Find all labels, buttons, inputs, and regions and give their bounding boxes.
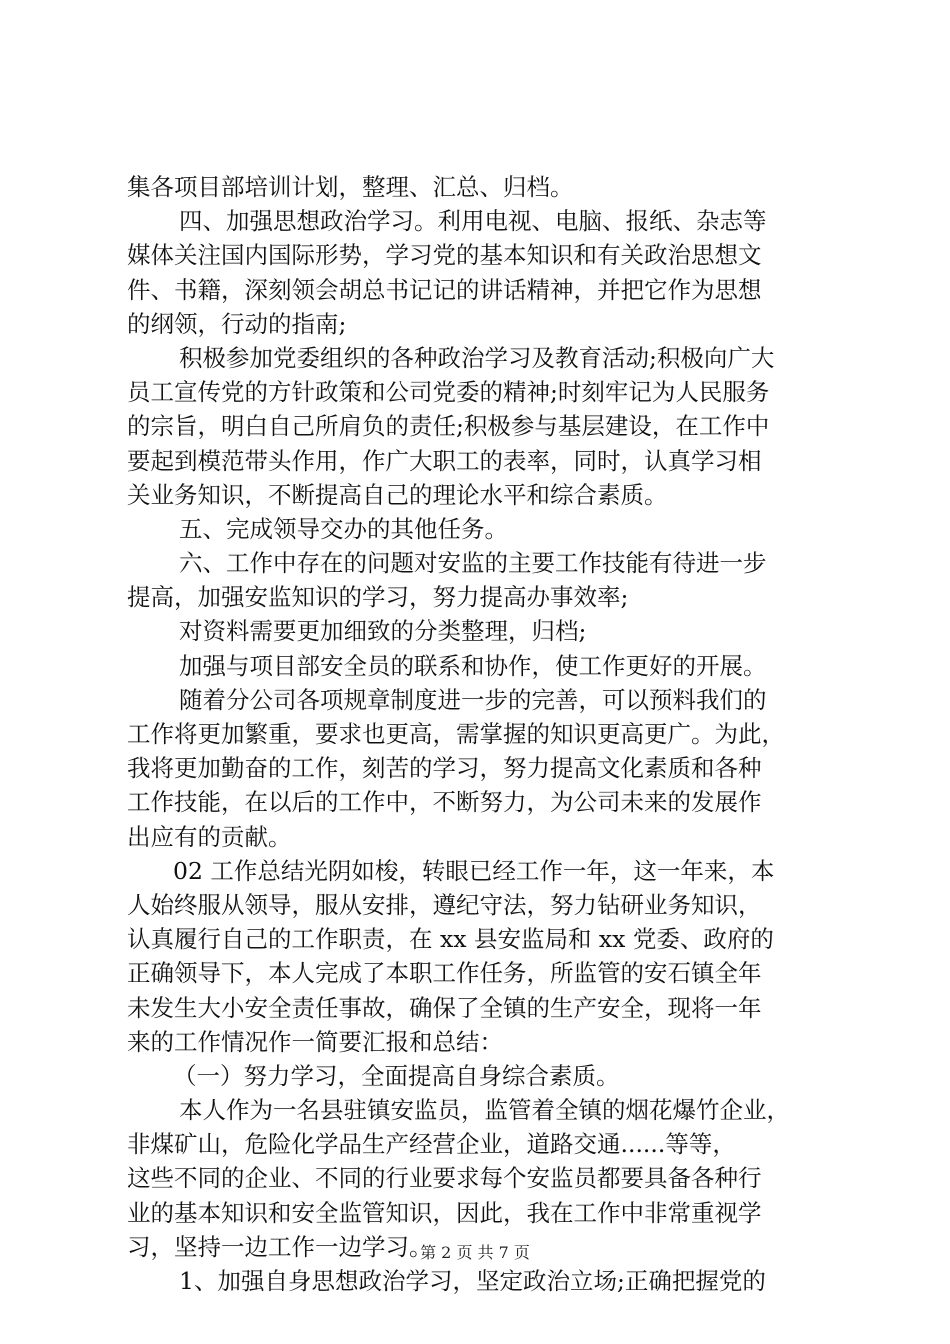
body-line: 本人作为一名县驻镇安监员，监管着全镇的烟花爆竹企业，: [179, 1096, 790, 1125]
body-line: 六、工作中存在的问题对安监的主要工作技能有待进一步: [179, 549, 767, 578]
page-number-footer: 第 2 页 共 7 页: [420, 1243, 530, 1262]
body-line: 1、加强自身思想政治学习，坚定政治立场;正确把握党的: [179, 1267, 766, 1295]
body-line: 来的工作情况作一简要汇报和总结：: [127, 1027, 503, 1056]
body-line: 正确领导下，本人完成了本职工作任务，所监管的安石镇全年: [127, 959, 762, 988]
body-line: 业的基本知识和安全监管知识，因此，我在工作中非常重视学: [127, 1198, 762, 1227]
body-line: 四、加强思想政治学习。利用电视、电脑、报纸、杂志等: [179, 207, 767, 236]
body-line: 02 工作总结光阴如梭，转眼已经工作一年，这一年来，本: [173, 856, 775, 885]
body-line: 对资料需要更加细致的分类整理，归档;: [179, 617, 587, 646]
body-line: 非煤矿山，危险化学品生产经营企业，道路交通......等等，: [127, 1130, 736, 1159]
body-line: 出应有的贡献。: [127, 822, 292, 851]
body-line: 集各项目部培训计划，整理、汇总、归档。: [127, 173, 574, 201]
document-body: [127, 170, 832, 1298]
body-line: （一）努力学习，全面提高自身综合素质。: [173, 1061, 620, 1090]
body-line: 习，坚持一边工作一边学习。: [127, 1232, 433, 1261]
body-line: 提高，加强安监知识的学习，努力提高办事效率;: [127, 583, 629, 612]
body-line: 人始终服从领导，服从安排，遵纪守法，努力钻研业务知识，: [127, 890, 762, 919]
body-line: 认真履行自己的工作职责，在 xx 县安监局和 xx 党委、政府的: [127, 925, 774, 954]
body-line: 的纲领，行动的指南;: [127, 309, 347, 338]
body-line: 五、完成领导交办的其他任务。: [179, 514, 508, 543]
body-line: 件、书籍，深刻领会胡总书记记的讲话精神，并把它作为思想: [127, 275, 762, 304]
body-line: 工作技能，在以后的工作中，不断努力，为公司未来的发展作: [127, 788, 762, 817]
body-line: 我将更加勤奋的工作，刻苦的学习，努力提高文化素质和各种: [127, 754, 762, 783]
body-line: 媒体关注国内国际形势，学习党的基本知识和有关政治思想文: [127, 241, 762, 270]
body-line: 随着分公司各项规章制度进一步的完善，可以预料我们的: [179, 685, 767, 714]
body-line: 未发生大小安全责任事故，确保了全镇的生产安全，现将一年: [127, 993, 762, 1022]
body-line: 加强与项目部安全员的联系和协作，使工作更好的开展。: [179, 651, 767, 680]
body-line: 要起到模范带头作用，作广大职工的表率，同时，认真学习相: [127, 446, 762, 475]
body-line: 工作将更加繁重，要求也更高，需掌握的知识更高更广。为此，: [127, 720, 785, 748]
body-line: 这些不同的企业、不同的行业要求每个安监员都要具备各种行: [127, 1164, 762, 1193]
body-line: 的宗旨，明白自己所肩负的责任;积极参与基层建设，在工作中: [127, 412, 770, 441]
body-line: 积极参加党委组织的各种政治学习及教育活动;积极向广大: [179, 343, 775, 372]
body-line: 关业务知识，不断提高自己的理论水平和综合素质。: [127, 480, 668, 509]
body-line: 员工宣传党的方针政策和公司党委的精神;时刻牢记为人民服务: [127, 378, 770, 407]
